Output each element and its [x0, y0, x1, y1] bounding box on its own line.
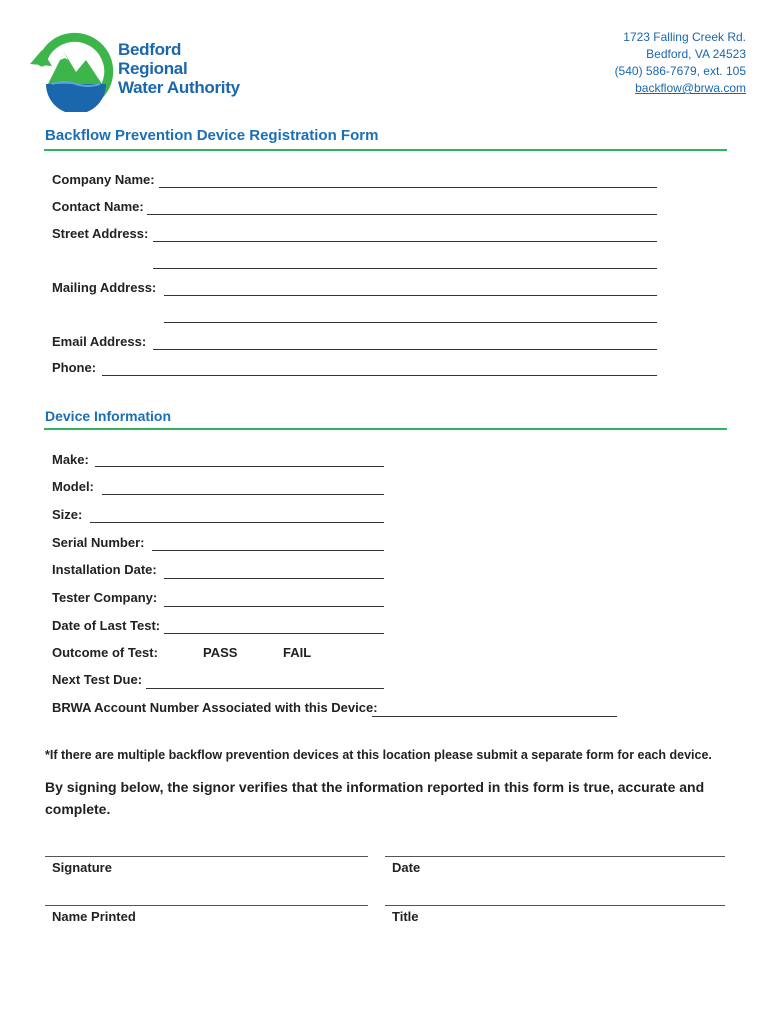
address-line1: 1723 Falling Creek Rd.: [623, 30, 746, 44]
serial-number-label: Serial Number:: [52, 535, 145, 550]
last-test-date-label: Date of Last Test:: [52, 618, 161, 633]
form-title: Backflow Prevention Device Registration Form: [45, 127, 379, 144]
contact-block: [615, 29, 746, 97]
street-address-field-line2[interactable]: [153, 268, 657, 269]
contact-name-field[interactable]: [147, 214, 657, 215]
org-name-line2: Regional: [118, 59, 188, 78]
test-outcome-label: Outcome of Test:: [52, 645, 158, 660]
mailing-address-field-line2[interactable]: [164, 322, 657, 323]
next-test-due-label: Next Test Due:: [52, 672, 143, 687]
org-name-line1: Bedford: [118, 40, 182, 59]
org-name: [118, 40, 240, 97]
device-section-title: Device Information: [45, 408, 172, 424]
next-test-due-field[interactable]: [146, 688, 384, 689]
make-label: Make:: [52, 452, 89, 467]
address-line2: Bedford, VA 24523: [646, 47, 746, 61]
installation-date-label: Installation Date:: [52, 562, 157, 577]
size-field[interactable]: [90, 522, 384, 523]
tester-company-label: Tester Company:: [52, 590, 158, 605]
street-address-label: Street Address:: [52, 226, 149, 241]
phone-number: (540) 586-7679, ext. 105: [614, 64, 746, 78]
mailing-address-field[interactable]: [164, 295, 657, 296]
model-label: Model:: [52, 479, 94, 494]
make-field[interactable]: [95, 466, 384, 467]
signature-label: Signature: [52, 860, 112, 875]
account-number-label: BRWA Account Number Associated with this Device:: [52, 700, 378, 715]
water-drop-logo-icon: [30, 26, 120, 112]
multiple-devices-note: *If there are multiple backflow prevention devices at this location please submit a separate form for each device.: [45, 748, 712, 762]
name-printed-label: Name Printed: [52, 909, 136, 924]
account-number-field[interactable]: [372, 716, 617, 717]
title-divider: [44, 149, 727, 151]
pass-option[interactable]: PASS: [203, 645, 238, 660]
title-field[interactable]: [385, 905, 725, 906]
phone-label: Phone:: [52, 360, 97, 375]
street-address-field[interactable]: [153, 241, 657, 242]
fail-option[interactable]: FAIL: [283, 645, 312, 660]
phone-field[interactable]: [102, 375, 657, 376]
device-divider: [44, 428, 727, 430]
name-printed-field[interactable]: [45, 905, 368, 906]
signature-field[interactable]: [45, 856, 368, 857]
verification-statement: By signing below, the signor verifies that the information reported in this form is true, accurate and complete.: [45, 779, 705, 817]
company-name-label: Company Name:: [52, 172, 155, 187]
date-label: Date: [392, 860, 421, 875]
company-name-field[interactable]: [159, 187, 657, 188]
installation-date-field[interactable]: [164, 578, 384, 579]
mailing-address-label: Mailing Address:: [52, 280, 157, 295]
tester-company-field[interactable]: [164, 606, 384, 607]
title-label: Title: [392, 909, 419, 924]
email-link[interactable]: backflow@brwa.com: [635, 81, 746, 95]
email-address-label: Email Address:: [52, 334, 147, 349]
org-name-line3: Water Authority: [118, 78, 240, 97]
date-field[interactable]: [385, 856, 725, 857]
last-test-date-field[interactable]: [164, 633, 384, 634]
model-field[interactable]: [102, 494, 384, 495]
email-address-field[interactable]: [153, 349, 657, 350]
serial-number-field[interactable]: [152, 550, 384, 551]
contact-name-label: Contact Name:: [52, 199, 144, 214]
size-label: Size:: [52, 507, 83, 522]
